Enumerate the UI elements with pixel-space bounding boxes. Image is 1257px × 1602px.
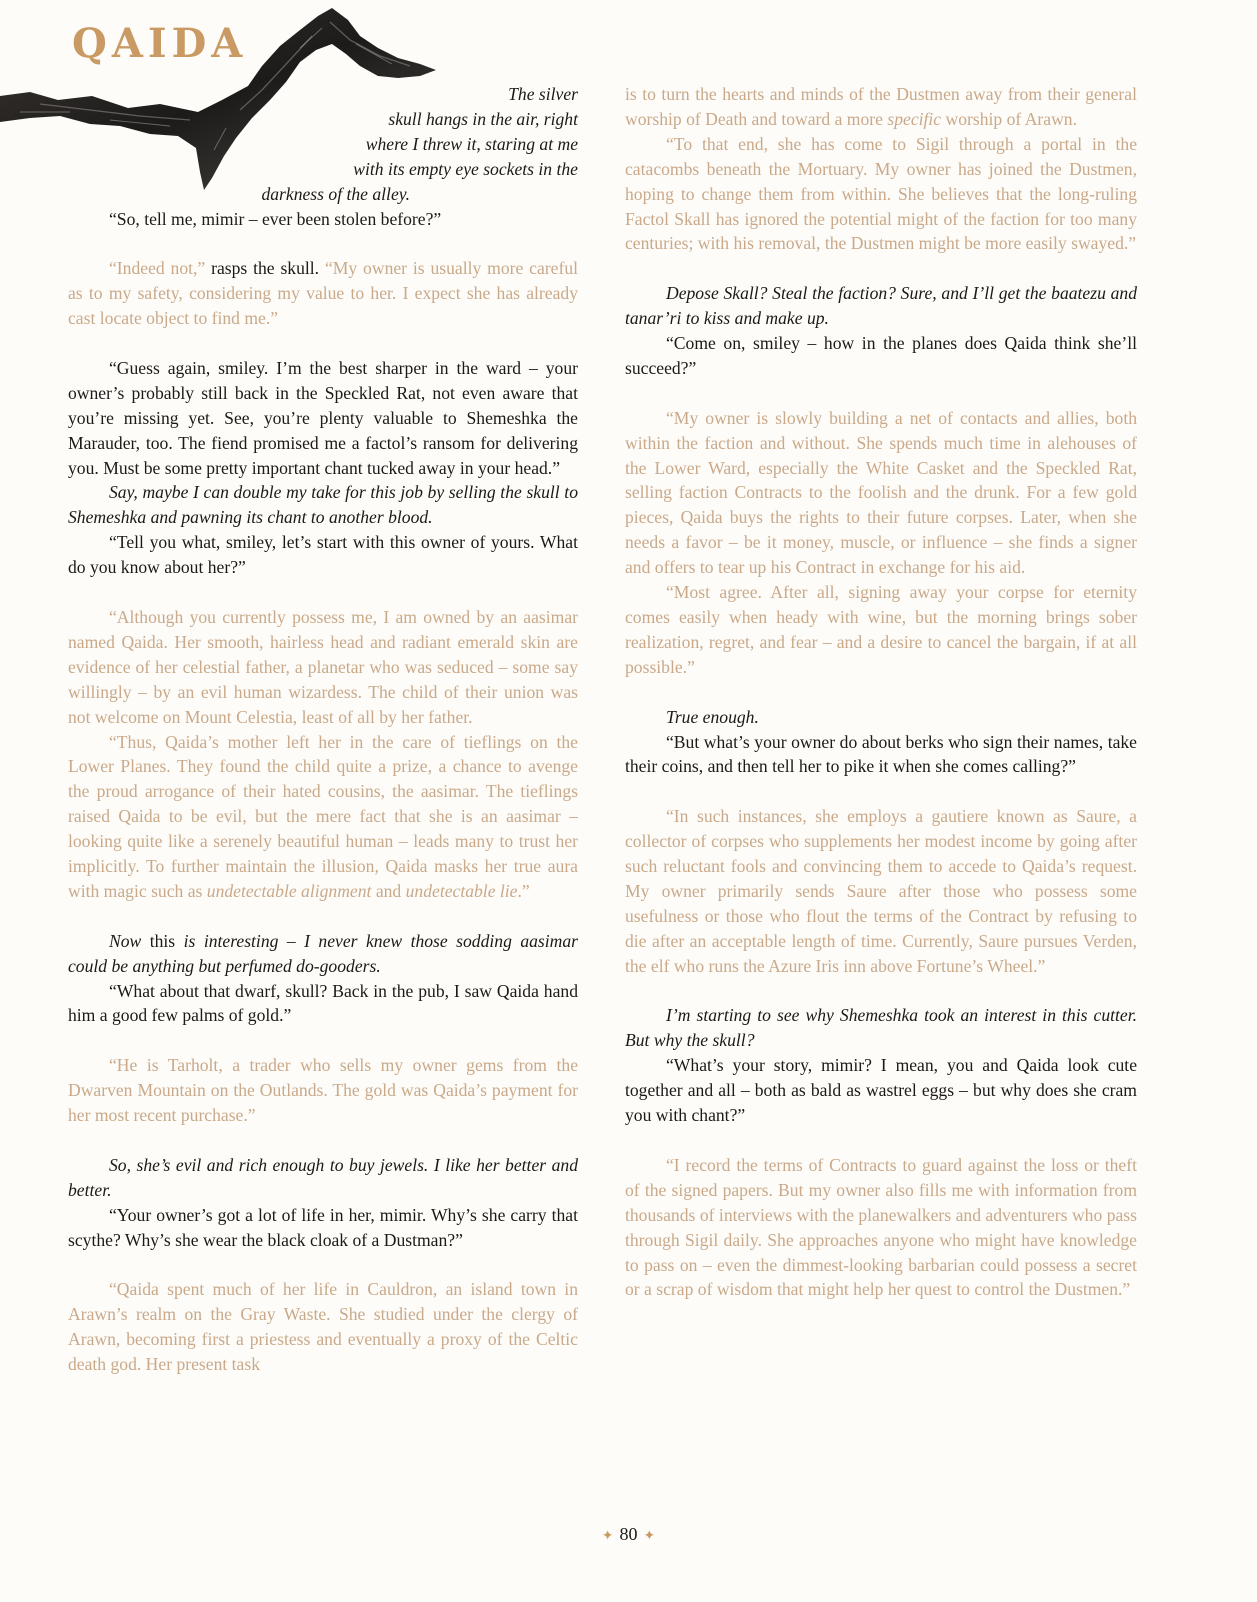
intro-paragraph	[68, 82, 578, 207]
page-title: QAIDA	[72, 20, 248, 67]
thought-paragraph: So, she’s evil and rich enough to buy jewels. I like her better and better.	[68, 1154, 578, 1200]
dialogue-paragraph: “Tell you what, smiley, let’s start with this owner of yours. What do you know about her?”	[68, 532, 578, 578]
skull-reply-paragraph: “Thus, Qaida’s mother left her in the care of tieflings on the Lower Planes. They found the child quite a prize, a chance to avenge the proud arrogance of their hated cousins, the aasimar. The tieflings raised Qaida to be evil, but the mere fact that she is an aasimar – looking quite like a serenely beautiful human – leads many to trust her implicitly. To further maintain the illusion, Qaida masks her true aura with magic such as undetectable alignment and undetectable lie.”	[68, 731, 578, 901]
ornament-icon: ✦	[643, 1529, 656, 1544]
intro-line: where I threw it, staring at me	[365, 133, 578, 154]
dialogue-paragraph: “So, tell me, mimir – ever been stolen before?”	[109, 208, 442, 229]
dialogue-paragraph: “Guess again, smiley. I’m the best sharper in the ward – your owner’s probably still back in the Speckled Rat, not even aware that you’re missing yet. See, you’re plenty valuable to Shemeshka the Marauder, too. The fiend promised me a factol’s ransom for delivering you. Must be some pretty important chant tucked away in your head.”	[68, 357, 578, 478]
thought-paragraph: True enough.	[666, 706, 759, 727]
left-column	[68, 82, 578, 1377]
thought-paragraph: Say, maybe I can double my take for this job by selling the skull to Shemeshka and pawning its chant to another blood.	[68, 482, 578, 528]
skull-reply-paragraph: “Qaida spent much of her life in Cauldron, an island town in Arawn’s realm on the Gray Waste. She studied under the clergy of Arawn, becoming first a priestess and eventually a proxy of the Celtic death god. Her present task	[68, 1279, 578, 1375]
skull-reply-paragraph: is to turn the hearts and minds of the Dustmen away from their general worship of Death and toward a more specific worship of Arawn.	[625, 84, 1137, 129]
dialogue-paragraph: “Come on, smiley – how in the planes does Qaida think she’ll succeed?”	[625, 333, 1137, 378]
page-footer	[0, 1524, 1257, 1545]
thought-paragraph: Now this is interesting – I never knew those sodding aasimar could be anything but perfumed do-gooders.	[68, 930, 579, 976]
intro-line: skull hangs in the air, right	[388, 108, 578, 129]
right-column	[625, 82, 1137, 1302]
dialogue-paragraph: “What’s your story, mimir? I mean, you and Qaida look cute together and all – both as bald as wastrel eggs – but why does she cram you with chant?”	[625, 1055, 1137, 1126]
intro-line: with its empty eye sockets in the	[353, 158, 578, 179]
intro-line: darkness of the alley.	[261, 183, 410, 204]
skull-reply-paragraph: “Although you currently possess me, I am owned by an aasimar named Qaida. Her smooth, hairless head and radiant emerald skin are evidence of her celestial father, a planetar who was seduced – some say willingly – by an evil human wizardess. The child of their union was not welcome on Mount Celestia, least of all by her father.	[68, 606, 578, 727]
page-number: 80	[619, 1524, 638, 1544]
skull-reply-paragraph: “My owner is slowly building a net of contacts and allies, both within the faction and without. She spends much time in alehouses of the Lower Ward, especially the White Casket and the Speckled Rat, selling faction Contracts to the foolish and the drunk. For a few gold pieces, Qaida buys the rights to their future corpses. Later, when she needs a favor – be it money, muscle, or influence – she finds a signer and offers to tear up his Contract in exchange for his aid.	[625, 407, 1137, 578]
skull-reply-paragraph: “In such instances, she employs a gautiere known as Saure, a collector of corpses who supplements her modest income by going after such reluctant fools and convincing them to accede to Qaida’s request. My owner primarily sends Saure after those who possess some usefulness or those who flout the terms of the Contract by refusing to die after an acceptable length of time. Currently, Saure pursues Verden, the elf who runs the Azure Iris inn above Fortune’s Wheel.”	[625, 806, 1137, 976]
dialogue-paragraph: “But what’s your owner do about berks who sign their names, take their coins, and then tell her to pike it when she comes calling?”	[625, 731, 1137, 777]
skull-reply-paragraph: “Indeed not,” rasps the skull. “My owner is usually more careful as to my safety, considering my value to her. I expect she has already cast locate object to find me.”	[68, 258, 579, 329]
skull-reply-paragraph: “He is Tarholt, a trader who sells my owner gems from the Dwarven Mountain on the Outlands. The gold was Qaida’s payment for her most recent purchase.”	[68, 1055, 578, 1126]
dialogue-paragraph: “What about that dwarf, skull? Back in the pub, I saw Qaida hand him a good few palms of gold.”	[68, 980, 578, 1026]
dialogue-paragraph: “Your owner’s got a lot of life in her, mimir. Why’s she carry that scythe? Why’s she wear the black cloak of a Dustman?”	[68, 1204, 578, 1250]
skull-reply-paragraph: “To that end, she has come to Sigil through a portal in the catacombs beneath the Mortuary. My owner has joined the Dustmen, hoping to change them from within. She believes that the long-ruling Factol Skall has ignored the potential might of the faction for too many centuries; with his removal, the Dustmen might be more easily swayed.”	[625, 133, 1137, 254]
skull-reply-paragraph: “Most agree. After all, signing away your corpse for eternity comes easily when heady with wine, but the morning brings sober realization, regret, and fear – and a desire to cancel the bargain, if at all possible.”	[625, 582, 1137, 677]
skull-reply-paragraph: “I record the terms of Contracts to guard against the loss or theft of the signed papers. But my owner also fills me with information from thousands of interviews with the planewalkers and adventurers who pass through Sigil daily. She approaches anyone who might have knowledge to pass on – even the dimmest-looking barbarian could possess a secret or a scrap of wisdom that might help her quest to control the Dustmen.”	[625, 1154, 1137, 1300]
thought-paragraph: I’m starting to see why Shemeshka took an interest in this cutter. But why the skull?	[625, 1005, 1137, 1051]
intro-line: The silver	[508, 84, 578, 104]
ornament-icon: ✦	[601, 1529, 614, 1544]
thought-paragraph: Depose Skall? Steal the faction? Sure, and I’ll get the baatezu and tanar’ri to kiss and make up.	[625, 283, 1137, 329]
